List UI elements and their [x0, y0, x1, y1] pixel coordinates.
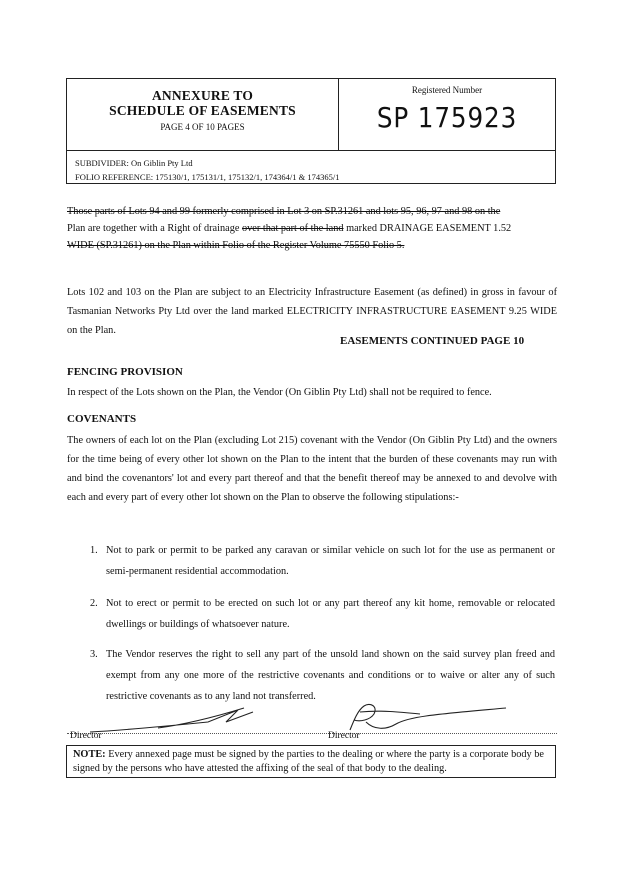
director-label-1: Director	[70, 731, 102, 741]
drainage-line-3	[67, 236, 557, 255]
note-label: NOTE:	[73, 749, 106, 760]
easements-continued: EASEMENTS CONTINUED PAGE 10	[340, 335, 525, 347]
fencing-text: In respect of the Lots shown on the Plan, the Vendor (On Giblin Pty Ltd) shall not be required to fence.	[67, 387, 492, 398]
drainage-text: marked DRAINAGE EASEMENT 1.52	[343, 223, 512, 234]
annexure-title	[67, 88, 338, 118]
item-text: Not to park or permit to be parked any caravan or similar vehicle on such lot for the use as permanent or semi-permanent residential accommodation.	[106, 545, 555, 577]
covenant-item	[90, 540, 555, 582]
note-text: Every annexed page must be signed by the parties to the dealing or where the party is a corporate body be signed by the persons who have attested the affixing of the seal of that body to the dealing.	[73, 749, 544, 774]
subdivider: SUBDIVIDER: On Giblin Pty Ltd	[75, 158, 193, 168]
drainage-text: Plan are together with a Right of drainage	[67, 223, 242, 234]
title-line-1: ANNEXURE TO	[151, 88, 254, 103]
fencing-heading: FENCING PROVISION	[67, 366, 183, 378]
annexure-title-cell	[67, 79, 339, 150]
item-text: The Vendor reserves the right to sell any part of the unsold land shown on the said survey plan freed and exempt from any one more of the restrictive covenants and conditions or to waive or alter any of such restrictive covenants as to any land not transferred.	[106, 649, 555, 702]
registered-number-cell	[339, 79, 555, 150]
covenants-text: The owners of each lot on the Plan (excluding Lot 215) covenant with the Vendor (On Giblin Pty Ltd) and the owners for the time being of every other lot shown on the Plan to the intent that the burden of these covenants may run with and bind the covenantors' lot and every part thereof and that the benefit thereof may be annexed to and devolve with each and every part of every other lot shown on the Plan to observe the following stipulations:-	[67, 435, 557, 503]
item-number: 2.	[90, 598, 98, 609]
header-box	[66, 78, 556, 184]
signature-line	[67, 733, 557, 734]
title-line-2: SCHEDULE OF EASEMENTS	[109, 103, 296, 118]
covenant-item	[90, 644, 555, 707]
registered-number: SP 175923	[376, 101, 518, 134]
item-text: Not to erect or permit to be erected on such lot or any part thereof any kit home, removable or relocated dwellings or buildings of whatsoever nature.	[106, 598, 555, 630]
folio-reference: FOLIO REFERENCE: 175130/1, 175131/1, 175132/1, 174364/1 & 174365/1	[75, 172, 340, 182]
struck-text: WIDE (SP.31261) on the Plan within Folio of the Register Volume 75550 Folio 5.	[67, 240, 405, 251]
electricity-easement-paragraph: Lots 102 and 103 on the Plan are subject to an Electricity Infrastructure Easement (as defined) in gross in favour of Tasmanian Networks Pty Ltd over the land marked ELECTRICITY INFRASTRUCTURE EASEMENT 9.25 WIDE on the Plan.	[67, 287, 557, 336]
covenants-heading: COVENANTS	[67, 413, 137, 425]
item-number: 3.	[90, 649, 98, 660]
struck-text: over that part of the land	[242, 223, 344, 234]
director-label-2: Director	[328, 731, 360, 741]
item-number: 1.	[90, 545, 98, 556]
page-count: PAGE 4 OF 10 PAGES	[160, 122, 245, 132]
struck-text: Those parts of Lots 94 and 99 formerly comprised in Lot 3 on SP.31261 and lots 95, 96, 97 and 98 on the	[67, 206, 501, 217]
note-box	[66, 745, 556, 778]
registered-number-label: Registered Number	[411, 85, 483, 95]
subdivider-info	[67, 150, 555, 183]
covenant-item	[90, 593, 555, 635]
